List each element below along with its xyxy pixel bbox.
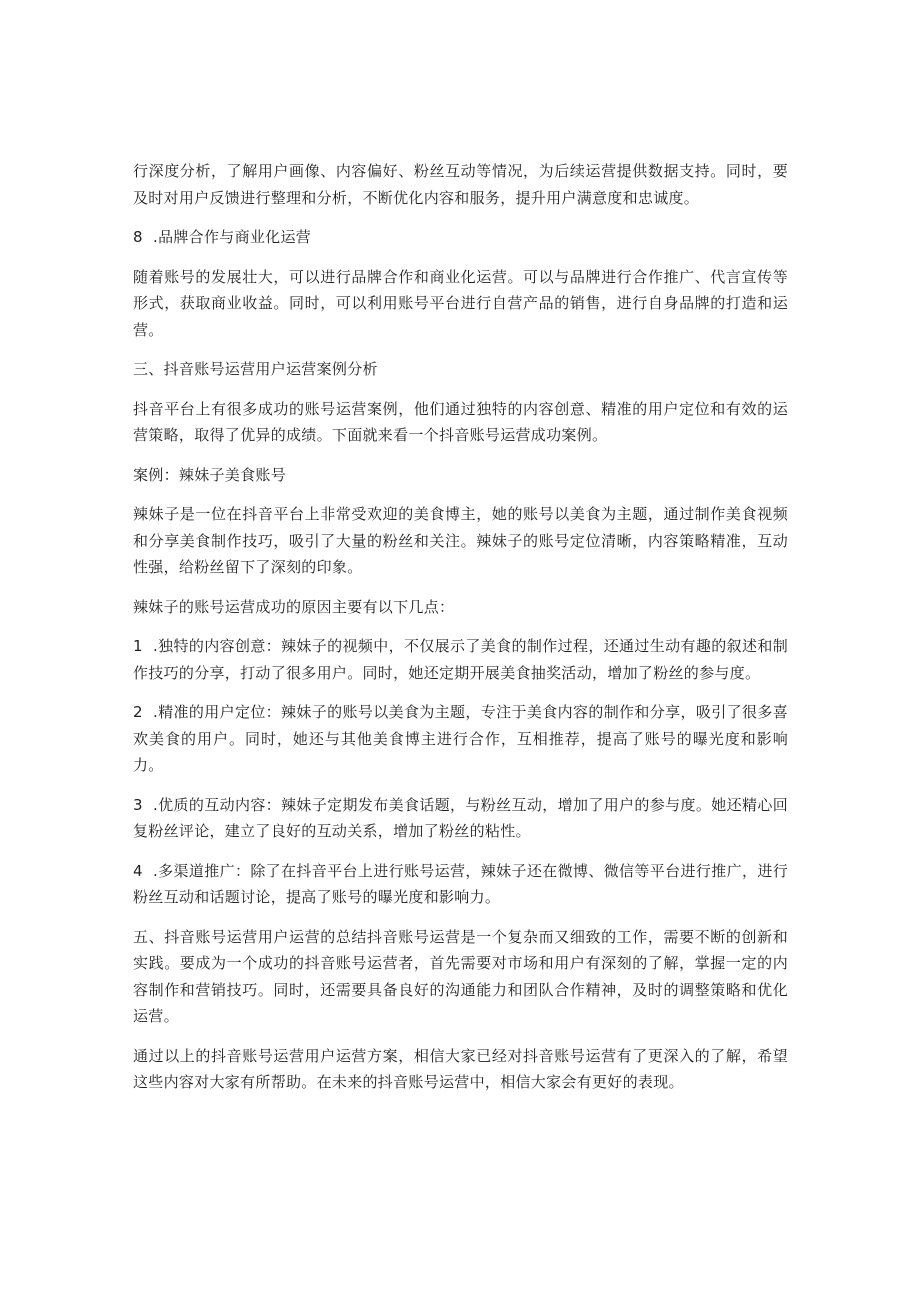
reasons-intro: 辣妹子的账号运营成功的原因主要有以下几点：	[133, 597, 455, 616]
list-item-interaction-content	[133, 792, 788, 845]
section-heading-case-analysis: 三、抖音账号运营用户运营案例分析	[133, 360, 378, 378]
item-number: 1	[133, 637, 143, 655]
list-item-user-positioning	[133, 699, 788, 779]
paragraph-summary: 五、抖音账号运营用户运营的总结抖音账号运营是一个复杂而又细致的工作，需要不断的创新和实践。要成为一个成功的抖音账号运营者，首先需要对市场和用户有深刻的了解，掌握一定的内容制作和营销技巧。同时，还需要具备良好的沟通能力和团队合作精神，及时的调整策略和优化运营。	[133, 927, 788, 1025]
heading-text: .品牌合作与商业化运营	[153, 228, 312, 246]
heading-number: 8	[133, 228, 143, 246]
document-body	[133, 158, 788, 1109]
paragraph-case-intro: 抖音平台上有很多成功的账号运营案例，他们通过独特的内容创意、精准的用户定位和有效的运营策略，取得了优异的成绩。下面就来看一个抖音账号运营成功案例。	[133, 399, 788, 444]
paragraph-case-description: 辣妹子是一位在抖音平台上非常受欢迎的美食博主，她的账号以美食为主题，通过制作美食视频和分享美食制作技巧，吸引了大量的粉丝和关注。辣妹子的账号定位清晰，内容策略精准，互动性强，给粉丝留下了深刻的印象。	[133, 505, 788, 576]
section-heading-brand-cooperation	[133, 224, 788, 251]
item-text: .优质的互动内容：辣妹子定期发布美食话题，与粉丝互动，增加了用户的参与度。她还精心回复粉丝评论，建立了良好的互动关系，增加了粉丝的粘性。	[133, 795, 788, 840]
item-text: .精准的用户定位：辣妹子的账号以美食为主题，专注于美食内容的制作和分享，吸引了很多喜欢美食的用户。同时，她还与其他美食博主进行合作，互相推荐，提高了账号的曝光度和影响力。	[133, 703, 788, 774]
item-number: 2	[133, 703, 143, 721]
case-title: 案例：辣妹子美食账号	[133, 465, 287, 484]
paragraph-conclusion: 通过以上的抖音账号运营用户运营方案，相信大家已经对抖音账号运营有了更深入的了解，希望这些内容对大家有所帮助。在未来的抖音账号运营中，相信大家会有更好的表现。	[133, 1046, 788, 1091]
paragraph-brand-cooperation: 随着账号的发展壮大，可以进行品牌合作和商业化运营。可以与品牌进行合作推广、代言宣传等形式，获取商业收益。同时，可以利用账号平台进行自营产品的销售，进行自身品牌的打造和运营。	[133, 267, 788, 339]
item-number: 3	[133, 795, 143, 814]
list-item-content-creativity	[133, 633, 788, 686]
paragraph-data-analysis: 行深度分析，了解用户画像、内容偏好、粉丝互动等情况，为后续运营提供数据支持。同时，要及时对用户反馈进行整理和分析，不断优化内容和服务，提升用户满意度和忠诚度。	[133, 162, 788, 207]
item-text: .独特的内容创意：辣妹子的视频中，不仅展示了美食的制作过程，还通过生动有趣的叙述和制作技巧的分享，打动了很多用户。同时，她还定期开展美食抽奖活动，增加了粉丝的参与度。	[133, 637, 788, 682]
item-text: .多渠道推广：除了在抖音平台上进行账号运营，辣妹子还在微博、微信等平台进行推广，进行粉丝互动和话题讨论，提高了账号的曝光度和影响力。	[133, 861, 788, 906]
item-number: 4	[133, 861, 143, 880]
list-item-multichannel-promotion	[133, 858, 788, 911]
